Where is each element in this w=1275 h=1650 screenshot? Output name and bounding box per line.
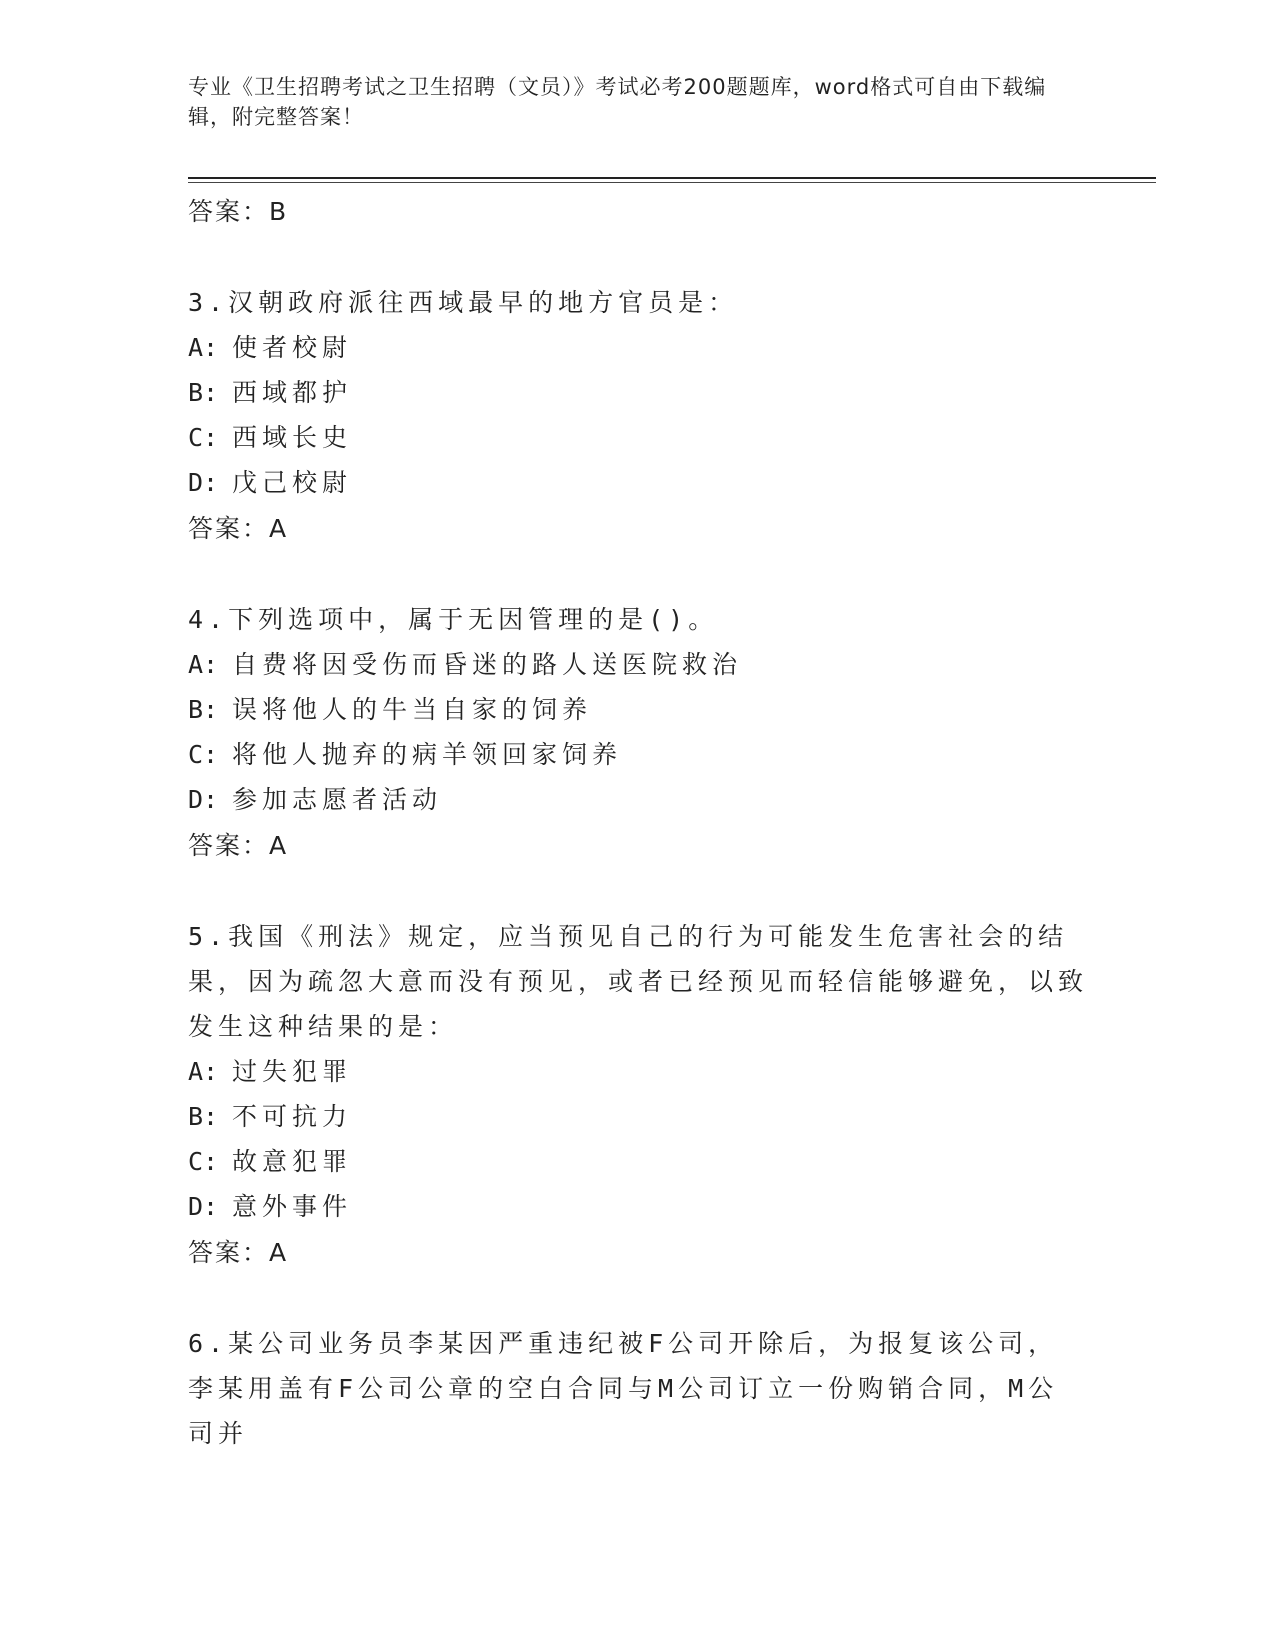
option-key: D: — [188, 468, 219, 497]
option-a — [188, 642, 1088, 687]
option-text: 戊己校尉 — [232, 468, 353, 497]
answer-line: 答案：B — [188, 197, 289, 226]
option-text: 误将他人的牛当自家的饲养 — [232, 695, 593, 724]
option-d — [188, 460, 1088, 505]
option-key: D: — [188, 785, 219, 814]
answer-line: 答案：A — [188, 831, 289, 860]
question-stem: 3.汉朝政府派往西域最早的地方官员是： — [188, 288, 739, 317]
option-text: 参加志愿者活动 — [232, 785, 443, 814]
option-text: 将他人抛弃的病羊领回家饲养 — [232, 740, 623, 769]
question-3 — [188, 280, 1088, 551]
option-key: A: — [188, 1057, 219, 1086]
option-text: 西域长史 — [232, 423, 353, 452]
question-stem: 5.我国《刑法》规定，应当预见自己的行为可能发生危害社会的结果，因为疏忽大意而没有预见，或者已经预见而轻信能够避免，以致发生这种结果的是： — [188, 922, 1089, 1041]
option-a — [188, 325, 1088, 370]
option-text: 不可抗力 — [232, 1102, 353, 1131]
document-body — [188, 190, 1088, 1456]
option-d — [188, 777, 1088, 822]
option-key: B: — [188, 695, 219, 724]
question-stem: 4.下列选项中，属于无因管理的是()。 — [188, 605, 719, 634]
option-key: B: — [188, 1102, 219, 1131]
header-divider-thick — [188, 177, 1156, 179]
option-b — [188, 370, 1088, 415]
option-key: D: — [188, 1192, 219, 1221]
question-6 — [188, 1321, 1088, 1456]
question-5 — [188, 914, 1088, 1275]
option-key: A: — [188, 650, 219, 679]
header-divider-thin — [188, 182, 1156, 183]
option-key: C: — [188, 1147, 219, 1176]
option-key: A: — [188, 333, 219, 362]
answer-line: 答案：A — [188, 514, 289, 543]
question-4 — [188, 597, 1088, 868]
option-key: C: — [188, 423, 219, 452]
document-header: 专业《卫生招聘考试之卫生招聘（文员）》考试必考200题题库，word格式可自由下载编辑，附完整答案！ — [188, 75, 1047, 129]
option-key: B: — [188, 378, 219, 407]
option-text: 意外事件 — [232, 1192, 353, 1221]
option-text: 自费将因受伤而昏迷的路人送医院救治 — [232, 650, 743, 679]
option-c — [188, 415, 1088, 460]
option-key: C: — [188, 740, 219, 769]
option-c — [188, 1139, 1088, 1184]
option-d — [188, 1184, 1088, 1229]
option-text: 西域都护 — [232, 378, 353, 407]
question-stem: 6.某公司业务员李某因严重违纪被F公司开除后，为报复该公司，李某用盖有F公司公章的空白合同与M公司订立一份购销合同，M公司并 — [188, 1329, 1059, 1448]
option-a — [188, 1049, 1088, 1094]
option-text: 过失犯罪 — [232, 1057, 353, 1086]
answer-line: 答案：A — [188, 1238, 289, 1267]
option-b — [188, 1094, 1088, 1139]
option-b — [188, 687, 1088, 732]
option-text: 使者校尉 — [232, 333, 353, 362]
option-text: 故意犯罪 — [232, 1147, 353, 1176]
option-c — [188, 732, 1088, 777]
